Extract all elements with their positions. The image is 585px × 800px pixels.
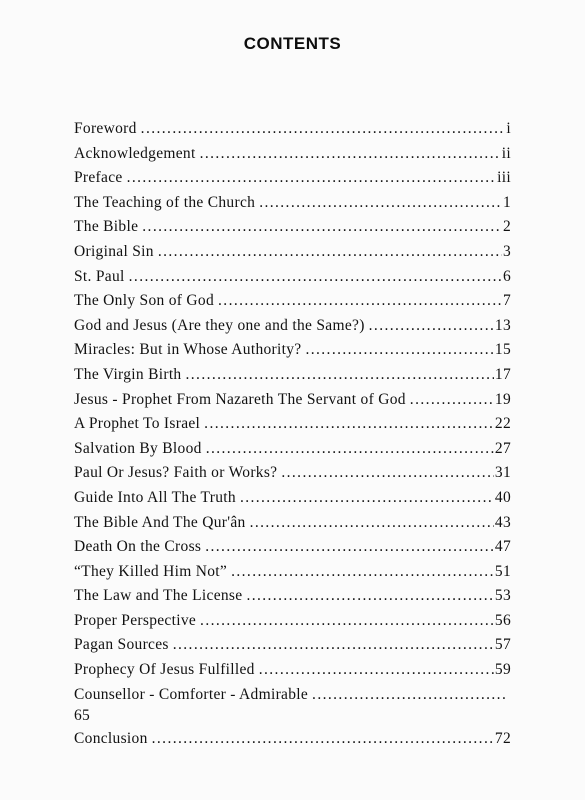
toc-entry-title: Jesus - Prophet From Nazareth The Servant of God xyxy=(74,390,406,408)
dot-leader xyxy=(158,243,502,261)
toc-entry-title: Proper Perspective xyxy=(74,611,197,629)
toc-entry-page: 19 xyxy=(494,390,511,408)
toc-entry-title: Miracles: But in Whose Authority? xyxy=(74,341,302,359)
dot-leader xyxy=(218,292,502,310)
toc-entry-title: The Teaching of the Church xyxy=(74,193,256,211)
toc-entry-title: Acknowledgement xyxy=(74,144,196,162)
dot-leader xyxy=(231,563,494,581)
dot-leader xyxy=(410,391,494,409)
dot-leader xyxy=(206,440,494,458)
toc-entry xyxy=(74,194,511,219)
toc-entry-title: St. Paul xyxy=(74,267,125,285)
toc-entry xyxy=(74,341,511,366)
toc-entry-title: “They Killed Him Not” xyxy=(74,562,228,580)
toc-entry-title: The Bible xyxy=(74,218,139,236)
dot-leader xyxy=(246,587,493,605)
toc-entry-title: The Virgin Birth xyxy=(74,365,182,383)
dot-leader xyxy=(305,341,493,359)
toc-entry xyxy=(74,145,511,170)
toc-entry-title: Conclusion xyxy=(74,729,148,747)
toc-entry xyxy=(74,636,511,661)
toc-entry xyxy=(74,366,511,391)
toc-entry-page: 7 xyxy=(502,292,511,310)
toc-entry-page: iii xyxy=(497,169,511,187)
dot-leader xyxy=(250,514,494,532)
dot-leader xyxy=(281,464,494,482)
toc-entry xyxy=(74,391,511,416)
toc-entry-page: 27 xyxy=(494,439,511,457)
toc-entry-title: The Law and The License xyxy=(74,587,243,605)
toc-entry-title: Counsellor - Comforter - Admirable xyxy=(74,685,309,703)
dot-leader xyxy=(129,268,502,286)
toc-entry-page: 72 xyxy=(494,729,511,747)
toc-entry-page: ii xyxy=(501,144,511,162)
toc-entry-page: 65 xyxy=(74,706,91,724)
dot-leader xyxy=(186,366,494,384)
toc-entry xyxy=(74,587,511,612)
toc-entry-title: Preface xyxy=(74,169,123,187)
toc-entry-page: 31 xyxy=(494,464,511,482)
toc-entry-title: The Only Son of God xyxy=(74,292,215,310)
table-of-contents xyxy=(74,120,511,754)
dot-leader xyxy=(369,317,494,335)
dot-leader xyxy=(240,489,494,507)
toc-entry xyxy=(74,464,511,489)
toc-entry-title: Guide Into All The Truth xyxy=(74,488,236,506)
dot-leader xyxy=(204,415,494,433)
toc-entry-page: 15 xyxy=(494,341,511,359)
toc-entry xyxy=(74,415,511,440)
toc-entry-title: Salvation By Blood xyxy=(74,439,202,457)
dot-leader xyxy=(200,145,501,163)
toc-entry-page: 47 xyxy=(494,538,511,556)
toc-entry-page: 1 xyxy=(502,193,511,211)
toc-entry-page: i xyxy=(506,120,511,137)
toc-entry-page: 17 xyxy=(494,365,511,383)
dot-leader xyxy=(142,218,502,236)
dot-leader xyxy=(173,636,494,654)
toc-entry-page: 56 xyxy=(494,611,511,629)
toc-entry-page: 22 xyxy=(494,415,511,433)
dot-leader xyxy=(152,730,494,748)
toc-entry xyxy=(74,169,511,194)
dot-leader xyxy=(259,661,494,679)
toc-entry-page: 51 xyxy=(494,562,511,580)
toc-entry-title: A Prophet To Israel xyxy=(74,415,201,433)
toc-entry xyxy=(74,563,511,588)
toc-entry xyxy=(74,612,511,637)
toc-entry-page: 40 xyxy=(494,488,511,506)
dot-leader xyxy=(312,686,505,704)
toc-entry-page: 13 xyxy=(494,316,511,334)
toc-entry-page: 59 xyxy=(494,661,511,679)
dot-leader xyxy=(127,169,497,187)
dot-leader xyxy=(200,612,494,630)
toc-entry-title: Pagan Sources xyxy=(74,636,169,654)
toc-entry-title: Foreword xyxy=(74,120,137,137)
toc-entry-page: 2 xyxy=(502,218,511,236)
toc-entry xyxy=(74,218,511,243)
toc-entry-title: Death On the Cross xyxy=(74,538,202,556)
toc-entry xyxy=(74,538,511,563)
toc-entry-title: Prophecy Of Jesus Fulfilled xyxy=(74,661,255,679)
toc-entry xyxy=(74,243,511,268)
toc-entry-title: The Bible And The Qur'ân xyxy=(74,513,246,531)
toc-entry xyxy=(74,440,511,465)
toc-entry-page: 6 xyxy=(502,267,511,285)
toc-entry-line xyxy=(74,686,511,706)
toc-entry xyxy=(74,317,511,342)
toc-entry-title: God and Jesus (Are they one and the Same?) xyxy=(74,316,365,334)
toc-entry xyxy=(74,661,511,686)
toc-entry xyxy=(74,730,511,755)
toc-entry-page: 3 xyxy=(502,242,511,260)
toc-entry-title: Original Sin xyxy=(74,242,154,260)
toc-entry xyxy=(74,120,511,145)
toc-entry xyxy=(74,292,511,317)
dot-leader xyxy=(259,194,502,212)
toc-entry xyxy=(74,514,511,539)
toc-entry xyxy=(74,686,511,730)
dot-leader xyxy=(141,120,506,138)
dot-leader xyxy=(205,538,494,556)
toc-entry-page: 43 xyxy=(494,513,511,531)
page-title: CONTENTS xyxy=(243,34,342,53)
toc-entry-page: 53 xyxy=(494,587,511,605)
toc-entry xyxy=(74,489,511,514)
toc-entry-page: 57 xyxy=(494,636,511,654)
toc-entry xyxy=(74,268,511,293)
toc-entry-title: Paul Or Jesus? Faith or Works? xyxy=(74,464,278,482)
